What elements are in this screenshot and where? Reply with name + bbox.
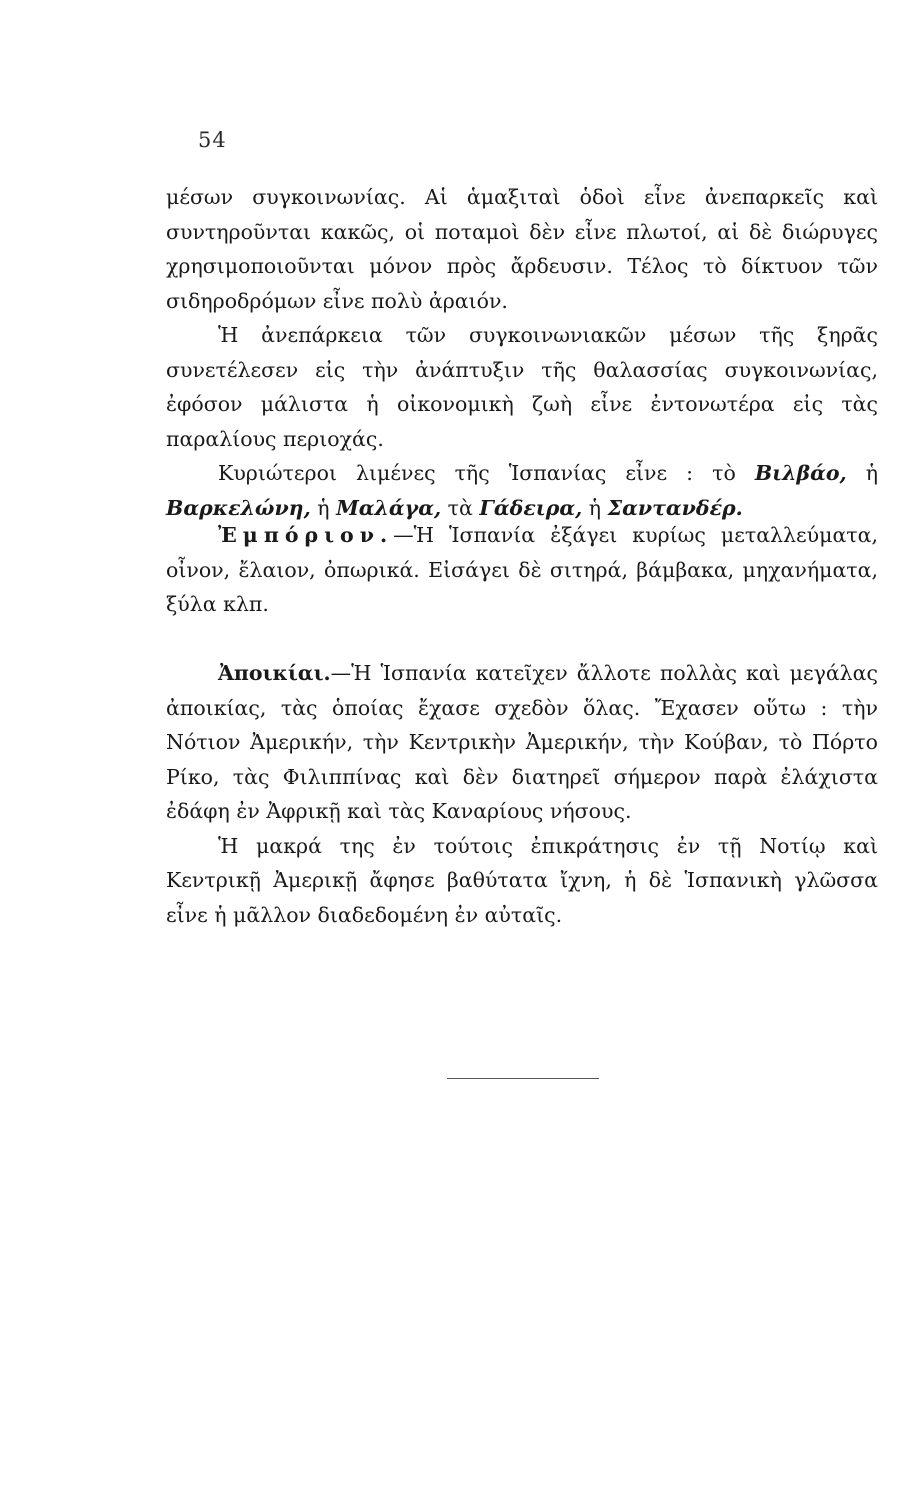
port-barcelona: Βαρκελώνη,: [166, 495, 311, 520]
port-santander: Σαντανδέρ.: [607, 495, 743, 520]
colonies-text: —Ἡ Ἱσπανία κατεῖχεν ἄλλοτε πολλὰς καὶ μεγάλας ἀποικίας, τὰς ὁποίας ἔχασε σχεδὸν ὅλας. Ἔχασεν οὕτω : τὴν Νότιον Ἀμερικήν, τὴν Κεντρικὴν Ἀμερικήν, τὴν Κούβαν, τὸ Πόρτο Ρίκο, τὰς Φιλιππίνας καὶ δὲν διατηρεῖ σήμερον παρὰ ἐλάχιστα ἐδάφη ἐν Ἀφρικῇ καὶ τὰς Καναρίους νήσους.: [166, 661, 878, 823]
section-transport: [166, 180, 878, 525]
paragraph-sea-transport: Ἡ ἀνεπάρκεια τῶν συγκοινωνιακῶν μέσων τῆς ξηρᾶς συνετέλεσεν εἰς τὴν ἀνάπτυξιν τῆς θαλασσίας συγκοινωνίας, ἐφόσον μάλιστα ἡ οἰκονομικὴ ζωὴ εἶνε ἐντονωτέρα εἰς τὰς παραλίους περιοχάς.: [166, 323, 878, 451]
port-cadiz: Γάδειρα,: [479, 495, 583, 520]
port-malaga: Μαλάγα,: [336, 495, 442, 520]
paragraph-legacy: Ἡ μακρά της ἐν τούτοις ἐπικράτησις ἐν τῇ Νοτίῳ καὶ Κεντρικῇ Ἀμερικῇ ἄφησε βαθύτατα ἴχνη, ἡ δὲ Ἱσπανικὴ γλῶσσα εἶνε ἡ μᾶλλον διαδεδομένη ἐν αὐταῖς.: [166, 833, 878, 927]
ports-separator: ἡ: [310, 495, 337, 520]
heading-trade: Ἐμπόριον.: [218, 523, 394, 547]
section-colonies: [166, 656, 878, 932]
ports-separator: ἡ: [582, 495, 608, 520]
trade-text: —Ἡ Ἱσπανία ἐξάγει κυρίως μεταλλεύματα, οἶνον, ἔλαιον, ὀπωρικά. Εἰσάγει δὲ σιτηρά, βάμβακα, μηχανήματα, ξύλα κλπ.: [166, 523, 878, 616]
heading-colonies: Ἀποικίαι.: [218, 661, 331, 685]
paragraph-colonies: [166, 656, 878, 829]
paragraph-trade: [166, 518, 878, 622]
page-number: 54: [198, 128, 227, 152]
ports-separator: ἡ: [846, 461, 878, 485]
port-bilbao: Βιλβάο,: [754, 461, 847, 485]
paragraph-main-ports: [166, 456, 878, 525]
ports-separator: τὰ: [441, 495, 480, 520]
section-divider-rule: [447, 1078, 599, 1079]
ports-intro: Κυριώτεροι λιμένες τῆς Ἱσπανίας εἶνε : τὸ: [218, 461, 755, 485]
section-trade: [166, 518, 878, 622]
paragraph-land-transport: μέσων συγκοινωνίας. Αἱ ἁμαξιταὶ ὁδοὶ εἶνε ἀνεπαρκεῖς καὶ συντηροῦνται κακῶς, οἱ ποταμοὶ δὲν εἶνε πλωτοί, αἱ δὲ διώρυγες χρησιμοποιοῦνται μόνον πρὸς ἄρδευσιν. Τέλος τὸ δίκτυον τῶν σιδηροδρόμων εἶνε πολὺ ἀραιόν.: [166, 185, 878, 313]
